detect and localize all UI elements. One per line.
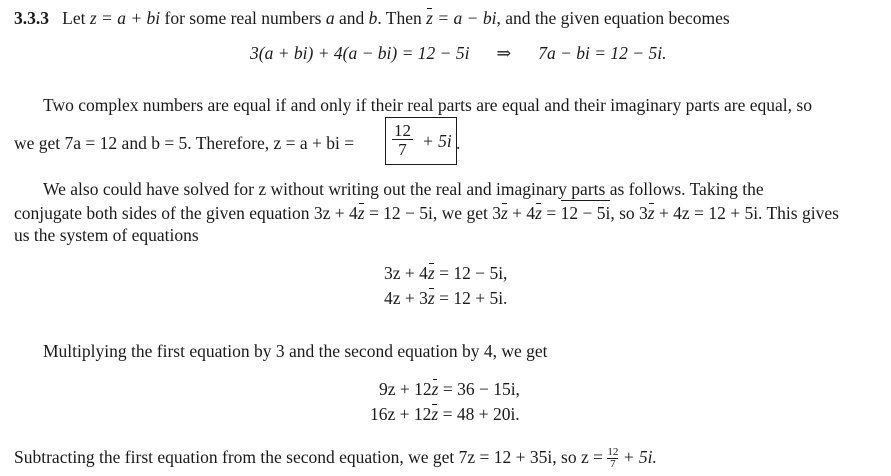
system2-lhs: 4z + 3: [384, 288, 428, 308]
equation-expanded-left: 3(a + bi) + 4(a − bi) = 12 − 5i: [250, 43, 470, 63]
system4-zbar: z: [431, 404, 439, 424]
system-equation-1: [384, 262, 507, 284]
intro-equation-becomes: , and the given equation becomes: [496, 8, 730, 28]
intro-var-a: a: [325, 8, 335, 28]
system4-rhs: = 48 + 20i.: [438, 404, 520, 424]
answer-imaginary: + 5i: [422, 131, 452, 151]
paragraph-conjugate-line2: [14, 202, 839, 224]
paragraph-intro: [14, 7, 730, 29]
final-fraction: [607, 447, 618, 470]
paragraph-equal-parts-line1: [43, 94, 812, 116]
system2-zbar: z: [427, 288, 435, 308]
conjugate-zbar-2: z: [500, 203, 508, 223]
conjugate-intro-text: We also could have solved for z without writing out the real and imaginary parts as follows. Taking the: [43, 179, 764, 199]
intro-z-def: z = a + bi: [89, 8, 161, 28]
intro-for-real: for some real numbers: [164, 8, 322, 28]
system3-zbar: z: [431, 379, 439, 399]
conjugate-text-g: + 4z = 12 + 5i. This gives: [654, 203, 839, 223]
system1-rhs: = 12 − 5i,: [434, 263, 508, 283]
final-imaginary: + 5i.: [622, 447, 657, 467]
system1-zbar: z: [427, 263, 435, 283]
paragraph-equal-parts-line2: [14, 132, 354, 154]
intro-var-b: b: [368, 8, 378, 28]
conjugate-text-c: + 4: [507, 203, 536, 223]
equal-parts-text: Two complex numbers are equal if and only if their real parts are equal and their imaginary parts are equal, so: [43, 95, 812, 115]
answer-period: .: [456, 133, 461, 153]
system4-lhs: 16z + 12: [370, 404, 432, 424]
answer-fraction-numerator: 12: [394, 121, 411, 140]
equation-expanded: [250, 42, 666, 64]
paragraph-multiply: [43, 340, 547, 362]
intro-zbar: z: [426, 8, 433, 28]
conjugate-zbar-4: z: [647, 203, 655, 223]
answer-fraction: [392, 122, 413, 158]
system3-rhs: = 36 − 15i,: [438, 379, 520, 399]
system3-lhs: 9z + 12: [379, 379, 432, 399]
final-fraction-denominator: 7: [607, 458, 618, 470]
conjugate-zbar-1: z: [357, 203, 365, 223]
system-equation-3: [379, 378, 520, 400]
conjugate-text-a: conjugate both sides of the given equation 3z + 4: [14, 203, 358, 223]
boxed-answer: [385, 117, 457, 165]
multiply-text: Multiplying the first equation by 3 and the second equation by 4, we get: [43, 341, 548, 361]
intro-then: . Then: [377, 8, 422, 28]
system-intro-text: us the system of equations: [14, 225, 199, 245]
paragraph-conjugate-line3: [14, 224, 199, 246]
intro-and: and: [338, 8, 365, 28]
implies-arrow: ⇒: [496, 43, 512, 63]
system-equation-4: [370, 403, 520, 425]
conjugate-zbar-3: z: [535, 203, 542, 223]
final-fraction-numerator: 12: [607, 446, 619, 459]
intro-let: Let: [62, 8, 86, 28]
conjugate-text-f: , so 3: [610, 203, 648, 223]
therefore-text: we get 7a = 12 and b = 5. Therefore, z = a + bi =: [14, 133, 355, 153]
conjugate-text-d: =: [541, 203, 561, 223]
paragraph-subtract: [14, 446, 657, 470]
paragraph-conjugate-line1: [43, 178, 764, 200]
equation-expanded-right: 7a − bi = 12 − 5i.: [538, 43, 667, 63]
section-number: 3.3.3: [14, 8, 49, 28]
system-equation-2: [384, 287, 507, 309]
subtract-text: Subtracting the first equation from the second equation, we get 7z = 12 + 35i, so z =: [14, 447, 603, 467]
system1-lhs: 3z + 4: [384, 263, 428, 283]
conjugate-overline-expr: 12 − 5i: [560, 203, 611, 223]
system2-rhs: = 12 + 5i.: [434, 288, 508, 308]
intro-conj: = a − bi: [432, 8, 497, 28]
answer-fraction-denominator: 7: [392, 139, 413, 158]
conjugate-text-b: = 12 − 5i, we get 3: [364, 203, 501, 223]
